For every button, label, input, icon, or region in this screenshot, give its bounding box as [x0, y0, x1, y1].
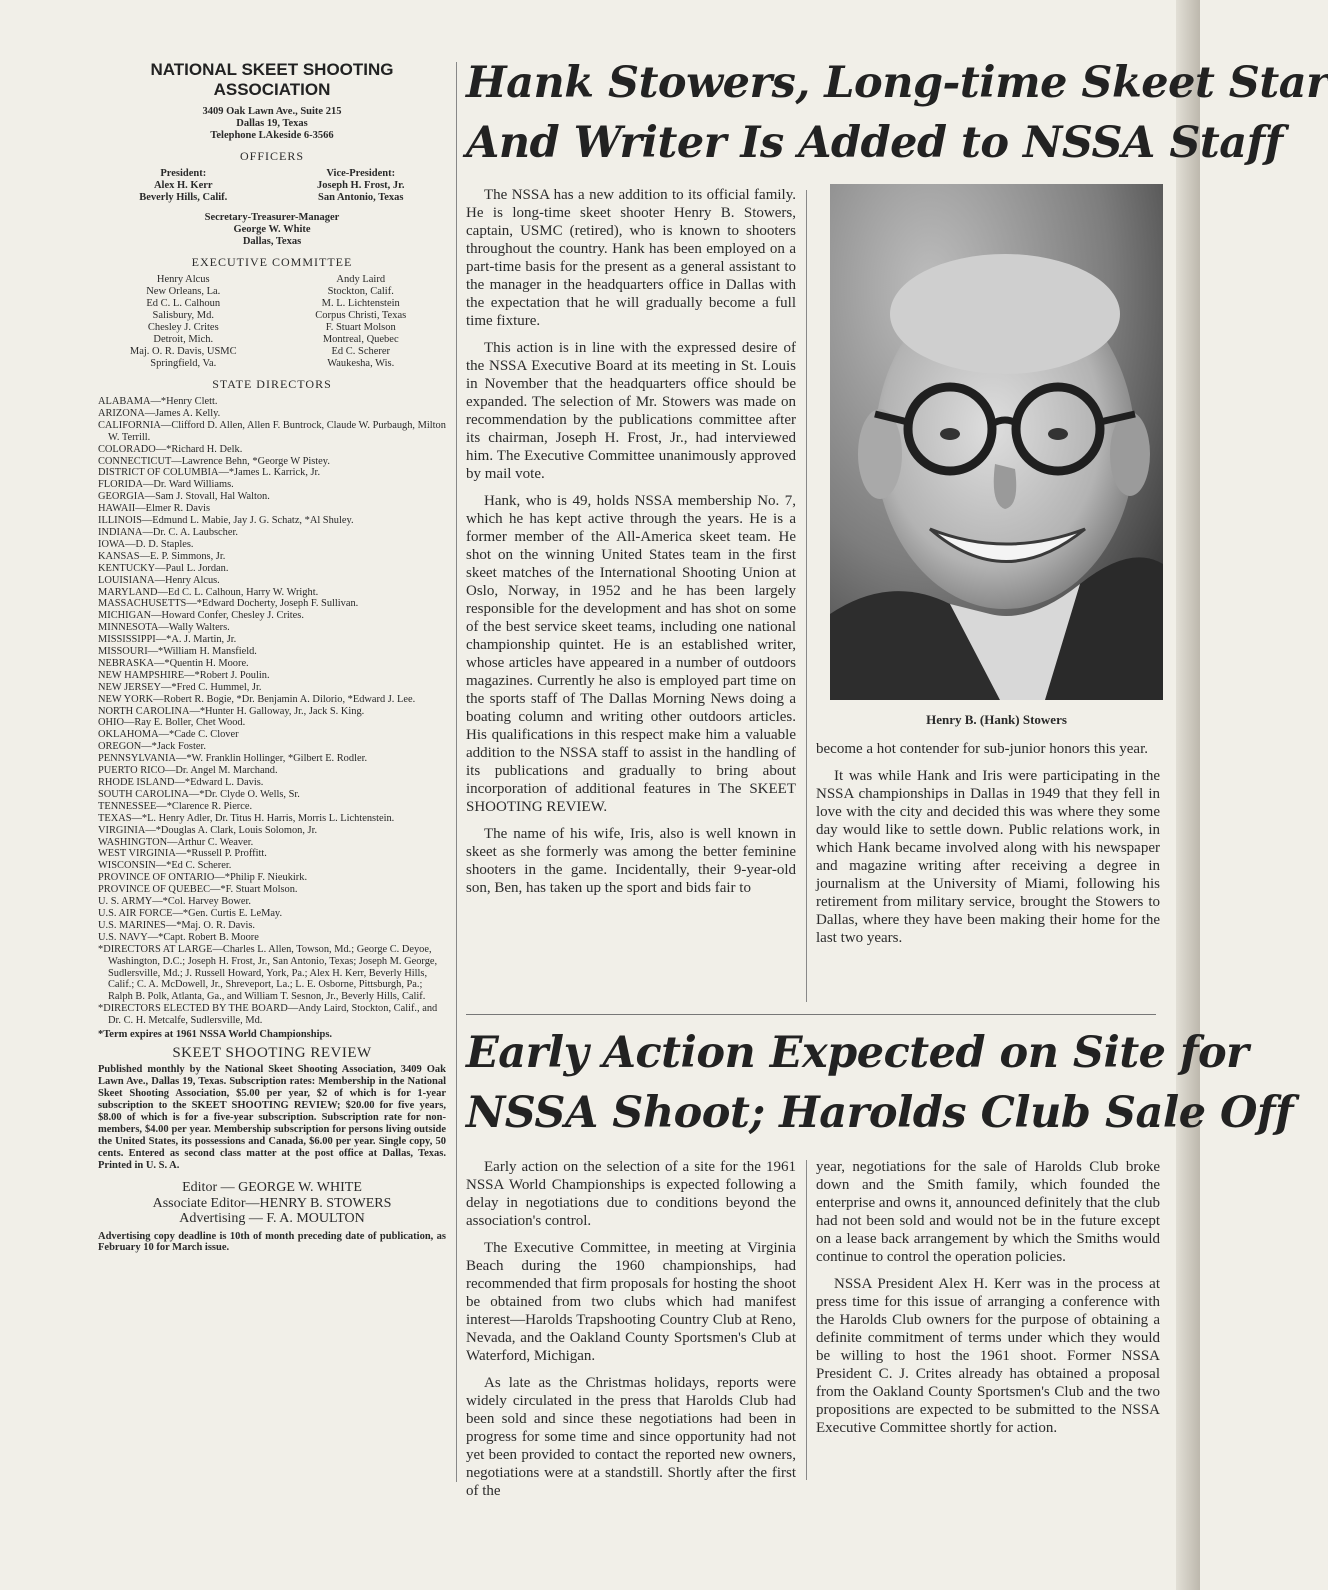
state-director-entry: CALIFORNIA—Clifford D. Allen, Allen F. Buntrock, Claude W. Purbaugh, Milton W. Terrill.: [98, 419, 446, 443]
state-director-entry: OKLAHOMA—*Cade C. Clover: [98, 729, 239, 741]
article2-column1: [466, 1158, 796, 1509]
exec-committee-entry: Henry Alcus: [156, 274, 210, 285]
review-heading: SKEET SHOOTING REVIEW: [172, 1045, 372, 1062]
state-director-entry: PROVINCE OF QUEBEC—*F. Stuart Molson.: [98, 884, 298, 896]
state-director-entry: *DIRECTORS ELECTED BY THE BOARD—Andy Laird, Stockton, Calif., and Dr. C. H. Metcalfe, Sudlersville, Md.: [98, 1003, 438, 1027]
editor-line: Editor — GEORGE W. WHITE: [182, 1180, 362, 1196]
president-city: Beverly Hills, Calif.: [139, 192, 228, 203]
article1-column2: [816, 740, 1160, 956]
state-director-entry: NEW JERSEY—*Fred C. Hummel, Jr.: [98, 681, 262, 693]
state-director-entry: ILLINOIS—Edmund L. Mabie, Jay J. G. Schatz, *Al Shuley.: [98, 515, 354, 527]
exec-committee-entry: Ed C. Scherer: [331, 346, 391, 357]
state-director-entry: ALABAMA—*Henry Clett.: [98, 396, 218, 407]
address-line3: Telephone LAkeside 6-3566: [210, 130, 334, 141]
exec-committee-entry: Detroit, Mich.: [153, 334, 214, 345]
review-publication-info: Published monthly by the National Skeet Shooting Association, 3409 Oak Lawn Ave., Dallas 19, Texas. Subscription rates: Membership in the National Skeet Shooting Association, $5.00 per year, $2 of which is for 1-year subscription to the SKEET SHOOTING REVIEW; $20.00 for five years, $8.00 of which is for a five-year subscription. Subscription rate for non-members, $4.00 per year. Membership subscription for persons living outside the United States, its possessions and Canada, $6.00 per year. Single copy, 50 cents. Entered as second class matter at the post office at Dallas, Texas. Printed in U. S. A.: [98, 1064, 446, 1172]
exec-committee-list: [98, 274, 446, 370]
state-director-entry: WISCONSIN—*Ed C. Scherer.: [98, 860, 232, 872]
exec-committee-entry: Chesley J. Crites: [147, 322, 219, 333]
state-director-entry: PENNSYLVANIA—*W. Franklin Hollinger, *Gilbert E. Rodler.: [98, 753, 368, 765]
article-paragraph: NSSA President Alex H. Kerr was in the process at press time for this issue of arranging a conference with the Harolds Club owners for the purpose of obtaining a definite commitment of terms under which they would be willing to host the 1961 shoot. Former NSSA President C. J. Crites already has obtained a proposal from the Oakland County Sportsmen's Club and the two propositions are expected to be submitted to the NSSA Executive Committee shortly for action.: [816, 1276, 1160, 1436]
vp-title: Vice-President:: [326, 168, 396, 179]
state-director-entry: WEST VIRGINIA—*Russell P. Proffitt.: [98, 848, 267, 860]
president-title: President:: [160, 168, 207, 179]
exec-committee-entry: Salisbury, Md.: [152, 310, 214, 321]
exec-committee-entry: Springfield, Va.: [150, 358, 217, 369]
article-paragraph: The name of his wife, Iris, also is well known in skeet as she formerly was among the better feminine shooters in the game. Incidentally, their 9-year-old son, Ben, has taken up the sport and bids fair to: [466, 826, 796, 896]
state-director-entry: RHODE ISLAND—*Edward L. Davis.: [98, 777, 264, 788]
officers-block: [98, 168, 446, 204]
state-director-entry: HAWAII—Elmer R. Davis: [98, 503, 210, 515]
state-director-entry: TENNESSEE—*Clarence R. Pierce.: [98, 800, 253, 812]
article-paragraph: This action is in line with the expressed desire of the NSSA Executive Board at its meeting in St. Louis in November that the headquarters office should be expanded. The selection of Mr. Stowers was made on recommendation by the publications committee after its chairman, Joseph H. Frost, Jr., had interviewed him. The Executive Committee unanimously approved by mail vote.: [466, 340, 796, 482]
state-director-entry: MISSOURI—*William H. Mansfield.: [98, 646, 257, 658]
column-divider-article2: [806, 1160, 807, 1480]
president-block: [98, 168, 269, 204]
state-director-entry: VIRGINIA—*Douglas A. Clark, Louis Solomon, Jr.: [98, 824, 318, 836]
secretary-block: [98, 212, 446, 248]
article2-column2: [816, 1158, 1160, 1446]
state-director-entry: OHIO—Ray E. Boller, Chet Wood.: [98, 717, 246, 729]
state-director-entry: LOUISIANA—Henry Alcus.: [98, 574, 220, 586]
exec-committee-entry: Waukesha, Wis.: [327, 358, 395, 369]
page-spine-shadow: [1176, 0, 1200, 1590]
advertising-line: Advertising — F. A. MOULTON: [179, 1211, 365, 1227]
exec-committee-heading: EXECUTIVE COMMITTEE: [191, 255, 353, 269]
state-director-entry: U.S. MARINES—*Maj. O. R. Davis.: [98, 919, 256, 931]
hank-stowers-photo: [830, 184, 1163, 700]
state-director-entry: KENTUCKY—Paul L. Jordan.: [98, 562, 229, 574]
state-director-entry: IOWA—D. D. Staples.: [98, 538, 194, 550]
staff-list: [98, 1180, 446, 1227]
state-director-entry: OREGON—*Jack Foster.: [98, 741, 206, 753]
article-paragraph: As late as the Christmas holidays, reports were widely circulated in the press that Harolds Club had been sold and since these negotiations had been in progress for some time and since opportunity had not yet been provided to contact the reported new owners, negotiations were at a standstill. Shortly after the first of the: [466, 1375, 796, 1499]
state-director-entry: KANSAS—E. P. Simmons, Jr.: [98, 550, 226, 562]
state-directors-heading: STATE DIRECTORS: [212, 377, 332, 391]
article-separator: [466, 1014, 1156, 1015]
state-director-entry: INDIANA—Dr. C. A. Laubscher.: [98, 526, 238, 538]
state-director-entry: PUERTO RICO—Dr. Angel M. Marchand.: [98, 765, 278, 777]
state-director-entry: DISTRICT OF COLUMBIA—*James L. Karrick, Jr.: [98, 467, 321, 479]
article1-headline-line2: And Writer Is Added to NSSA Staff: [466, 118, 1283, 168]
exec-left-column: [98, 274, 269, 370]
exec-committee-entry: Stockton, Calif.: [327, 286, 394, 297]
stm-city: Dallas, Texas: [242, 236, 302, 247]
state-director-entry: FLORIDA—Dr. Ward Williams.: [98, 479, 234, 491]
vp-name: Joseph H. Frost, Jr.: [316, 180, 405, 191]
state-director-entry: NEBRASKA—*Quentin H. Moore.: [98, 657, 249, 669]
state-director-entry: COLORADO—*Richard H. Delk.: [98, 443, 243, 455]
state-director-entry: GEORGIA—Sam J. Stovall, Hal Walton.: [98, 491, 270, 503]
officers-heading: OFFICERS: [239, 149, 305, 163]
exec-committee-entry: Maj. O. R. Davis, USMC: [129, 346, 237, 357]
exec-committee-entry: F. Stuart Molson: [325, 322, 396, 333]
state-director-entry: NEW HAMPSHIRE—*Robert J. Poulin.: [98, 669, 270, 681]
association-name-line1: NATIONAL SKEET SHOOTING: [150, 60, 394, 79]
exec-committee-entry: Corpus Christi, Texas: [315, 310, 407, 321]
exec-committee-entry: M. L. Lichtenstein: [321, 298, 400, 309]
stm-name: George W. White: [233, 224, 311, 235]
state-director-entry: NORTH CAROLINA—*Hunter H. Galloway, Jr., Jack S. King.: [98, 705, 365, 717]
photo-caption: Henry B. (Hank) Stowers: [926, 712, 1067, 727]
address-line1: 3409 Oak Lawn Ave., Suite 215: [202, 106, 342, 117]
state-director-entry: *DIRECTORS AT LARGE—Charles L. Allen, Towson, Md.; George C. Deyoe, Washington, D.C.; Joseph H. Frost, Jr., San Antonio, Texas; Joseph M. George, Sudlersville, Md.; J. Russell Howard, York, Pa.; Alex H. Kerr, Beverly Hills, Calif.; C. A. McDowell, Jr., Shreveport, La.; L. E. Osborne, Pittsburgh, Pa.; Ralph B. Polk, Atlanta, Ga., and William T. Sesnon, Jr., Beverly Hills, Calif.: [98, 943, 438, 1003]
state-director-entry: U.S. AIR FORCE—*Gen. Curtis E. LeMay.: [98, 907, 283, 919]
president-name: Alex H. Kerr: [153, 180, 213, 191]
portrait-illustration: [830, 184, 1163, 700]
state-director-entry: MINNESOTA—Wally Walters.: [98, 622, 230, 634]
state-director-entry: WASHINGTON—Arthur C. Weaver.: [98, 836, 254, 848]
state-director-entry: CONNECTICUT—Lawrence Behn, *George W Pistey.: [98, 455, 330, 467]
exec-committee-entry: New Orleans, La.: [146, 286, 221, 297]
state-director-entry: MASSACHUSETTS—*Edward Docherty, Joseph F. Sullivan.: [98, 598, 359, 610]
exec-committee-entry: Andy Laird: [336, 274, 386, 285]
article-paragraph: The Executive Committee, in meeting at Virginia Beach during the 1960 championships, had recommended that firm proposals for hosting the shoot be obtained from two clubs which had manifest interest—Harolds Trapshooting Country Club at Reno, Nevada, and the Oakland County Sportsmen's Club at Waterford, Michigan.: [466, 1240, 796, 1364]
exec-committee-entry: Ed C. L. Calhoun: [146, 298, 221, 309]
term-note: *Term expires at 1961 NSSA World Championships.: [98, 1029, 333, 1041]
state-director-entry: U. S. ARMY—*Col. Harvey Bower.: [98, 896, 251, 908]
state-director-entry: U.S. NAVY—*Capt. Robert B. Moore: [98, 931, 259, 943]
article2-headline-line1: Early Action Expected on Site for: [466, 1028, 1249, 1078]
article-paragraph: It was while Hank and Iris were participating in the NSSA championships in Dallas in 1949 that they fell in love with the city and decided this was where they some day would like to settle down. Public relations work, in which Hank became involved along with his newspaper and magazine writing after receiving a degree in journalism at the University of Miami, following his retirement from military service, brought the Stowers to Dallas, where they have been making their home for the last two years.: [816, 768, 1160, 946]
exec-committee-entry: Montreal, Quebec: [322, 334, 399, 345]
advertising-deadline: Advertising copy deadline is 10th of month preceding date of publication, as February 10 for March issue.: [98, 1230, 446, 1254]
address-line2: Dallas 19, Texas: [236, 118, 308, 129]
state-director-entry: NEW YORK—Robert R. Bogie, *Dr. Benjamin A. Dilorio, *Edward J. Lee.: [98, 693, 416, 705]
state-director-entry: ARIZONA—James A. Kelly.: [98, 407, 221, 419]
column-divider-main: [456, 62, 457, 1482]
stm-title: Secretary-Treasurer-Manager: [204, 212, 340, 223]
state-director-entry: MARYLAND—Ed C. L. Calhoun, Harry W. Wright.: [98, 586, 319, 598]
associate-editor-line: Associate Editor—HENRY B. STOWERS: [152, 1195, 392, 1211]
vice-president-block: [275, 168, 446, 204]
article-paragraph: The NSSA has a new addition to its official family. He is long-time skeet shooter Henry B. Stowers, captain, USMC (retired), who is known to shooters throughout the country. Hank has been employed on a part-time basis for the present as a general assistant to the manager in the headquarters office in Dallas with the expectation that he will gradually become a full time fixture.: [466, 187, 796, 329]
article1-headline-line1: Hank Stowers, Long-time Skeet Star: [466, 58, 1328, 108]
exec-right-column: [275, 274, 446, 370]
association-name: [98, 60, 446, 100]
masthead-column: [98, 60, 446, 1254]
state-director-entry: TEXAS—*L. Henry Adler, Dr. Titus H. Harris, Morris L. Lichtenstein.: [98, 812, 395, 824]
state-director-entry: MISSISSIPPI—*A. J. Martin, Jr.: [98, 634, 237, 646]
state-director-entry: SOUTH CAROLINA—*Dr. Clyde O. Wells, Sr.: [98, 788, 300, 800]
column-divider-article1: [806, 190, 807, 1002]
article2-headline-line2: NSSA Shoot; Harolds Club Sale Off: [466, 1088, 1293, 1138]
state-directors-list: [98, 396, 446, 1027]
article-paragraph: Hank, who is 49, holds NSSA membership No. 7, which he has kept active through the years. He is a former member of the All-America skeet team. He shot on the winning United States team in the first skeet matches of the International Shooting Union at Oslo, Norway, in 1952 and he has been largely responsible for the development and has shot on some of the best service skeet teams, including one national championship quintet. He is an established writer, whose articles have appeared in a number of outdoors magazines. Currently he also is employed part time on the sports staff of The Dallas Morning News doing a boating column and writing other outdoors articles. His qualifications in this respect make him a valuable addition to the NSSA staff to assist in the handling of its publications and gradually to bring about incorporation of additional features in The SKEET SHOOTING REVIEW.: [466, 493, 796, 815]
state-director-entry: MICHIGAN—Howard Confer, Chesley J. Crites.: [98, 610, 304, 622]
article-paragraph: year, negotiations for the sale of Harolds Club broke down and the Smith family, which founded the enterprise and owns it, announced definitely that the club had not been sold and would not be in the future except on a lease back arrangement by which the Smiths would continue to control the operation policies.: [816, 1159, 1160, 1265]
association-address: [98, 106, 446, 142]
association-name-line2: ASSOCIATION: [213, 80, 331, 99]
vp-city: San Antonio, Texas: [317, 192, 404, 203]
article-paragraph: become a hot contender for sub-junior honors this year.: [816, 741, 1148, 757]
state-director-entry: PROVINCE OF ONTARIO—*Philip F. Nieukirk.: [98, 872, 308, 884]
article-paragraph: Early action on the selection of a site for the 1961 NSSA World Championships is expected following a delay in negotiations due to conditions beyond the association's control.: [466, 1159, 796, 1229]
article1-column1: [466, 186, 796, 906]
